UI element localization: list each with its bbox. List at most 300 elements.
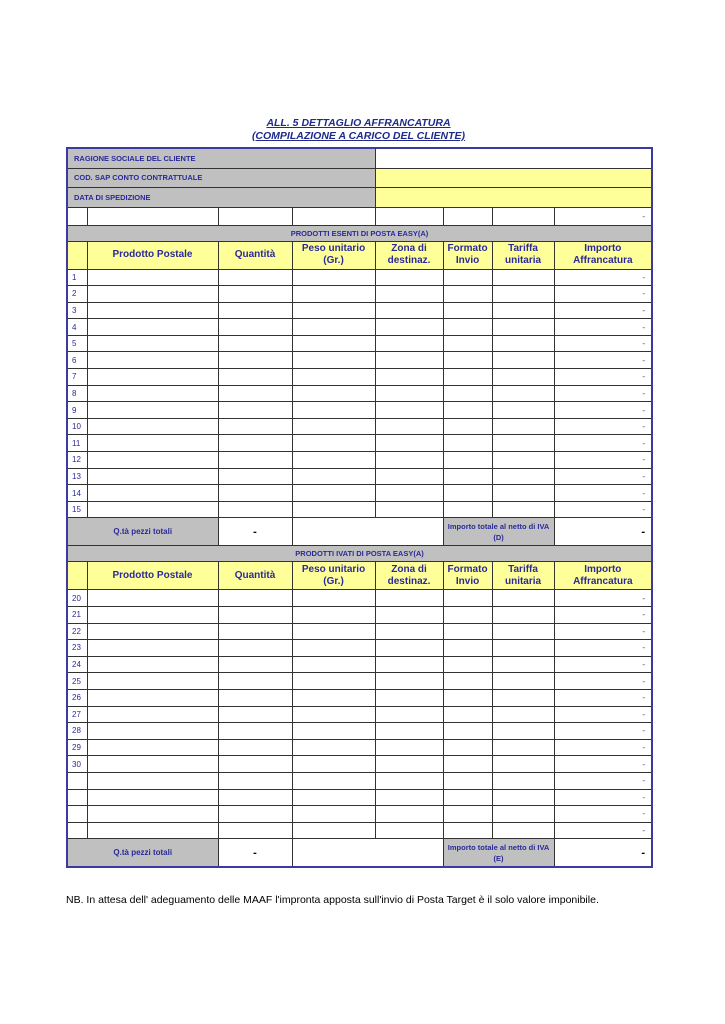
col-tariffa-header: Tariffa unitaria: [492, 241, 554, 269]
input-cell[interactable]: [375, 756, 443, 773]
input-cell[interactable]: [443, 369, 492, 386]
table-row: [67, 468, 652, 485]
importo-cell: -: [554, 501, 652, 518]
input-cell[interactable]: [292, 673, 375, 690]
table-row: [67, 689, 652, 706]
column-header-row: [67, 241, 652, 269]
input-cell[interactable]: [292, 756, 375, 773]
importo-cell: -: [554, 789, 652, 806]
table-row: [67, 640, 652, 657]
total-pieces-value: -: [218, 839, 292, 867]
input-cell[interactable]: [443, 789, 492, 806]
input-cell[interactable]: [375, 319, 443, 336]
input-cell[interactable]: [218, 485, 292, 502]
totals-row: [67, 839, 652, 867]
header-field-input[interactable]: [375, 168, 652, 188]
input-cell[interactable]: [87, 789, 218, 806]
input-cell[interactable]: [87, 772, 218, 789]
total-pieces-value: -: [218, 518, 292, 546]
table-row: [67, 385, 652, 402]
input-cell[interactable]: [443, 418, 492, 435]
input-cell[interactable]: [492, 269, 554, 286]
row-number: 13: [67, 468, 87, 485]
input-cell[interactable]: [492, 590, 554, 607]
input-cell[interactable]: [375, 689, 443, 706]
input-cell[interactable]: [292, 822, 375, 839]
empty-cell[interactable]: [292, 207, 375, 225]
col-formato-header: Formato Invio: [443, 562, 492, 590]
col-prodotto-header: Prodotto Postale: [87, 562, 218, 590]
importo-cell: -: [554, 468, 652, 485]
input-cell[interactable]: [492, 623, 554, 640]
input-cell[interactable]: [375, 385, 443, 402]
input-cell[interactable]: [87, 689, 218, 706]
col-peso-header: Peso unitario (Gr.): [292, 562, 375, 590]
importo-cell: -: [554, 369, 652, 386]
input-cell[interactable]: [443, 402, 492, 419]
input-cell[interactable]: [375, 352, 443, 369]
input-cell[interactable]: [443, 435, 492, 452]
row-number: 21: [67, 607, 87, 624]
row-number: 10: [67, 418, 87, 435]
col-zona-header: Zona di destinaz.: [375, 241, 443, 269]
input-cell[interactable]: [492, 435, 554, 452]
importo-cell: -: [554, 656, 652, 673]
col-formato-header: Formato Invio: [443, 241, 492, 269]
input-cell[interactable]: [218, 335, 292, 352]
input-cell[interactable]: [443, 352, 492, 369]
input-cell[interactable]: [218, 706, 292, 723]
input-cell[interactable]: [218, 369, 292, 386]
input-cell[interactable]: [375, 302, 443, 319]
empty-cell[interactable]: [87, 207, 218, 225]
importo-cell: -: [554, 385, 652, 402]
input-cell[interactable]: [292, 352, 375, 369]
row-number: 27: [67, 706, 87, 723]
importo-cell: -: [554, 269, 652, 286]
input-cell[interactable]: [375, 435, 443, 452]
empty-cell: [292, 518, 443, 546]
importo-cell: -: [554, 772, 652, 789]
table-row: [67, 673, 652, 690]
input-cell[interactable]: [87, 402, 218, 419]
table-row: [67, 706, 652, 723]
row-number: [67, 822, 87, 839]
input-cell[interactable]: [87, 640, 218, 657]
input-cell[interactable]: [87, 418, 218, 435]
row-number: 22: [67, 623, 87, 640]
header-field-input[interactable]: [375, 188, 652, 208]
input-cell[interactable]: [443, 385, 492, 402]
col-quantita-header: Quantità: [218, 241, 292, 269]
col-importo-header: Importo Affrancatura: [554, 241, 652, 269]
input-cell[interactable]: [87, 623, 218, 640]
input-cell[interactable]: [292, 640, 375, 657]
importo-cell: -: [554, 723, 652, 740]
input-cell[interactable]: [492, 739, 554, 756]
header-field-label: DATA DI SPEDIZIONE: [67, 188, 375, 208]
input-cell[interactable]: [218, 402, 292, 419]
input-cell[interactable]: [292, 269, 375, 286]
input-cell[interactable]: [492, 452, 554, 469]
input-cell[interactable]: [443, 590, 492, 607]
row-number: 28: [67, 723, 87, 740]
input-cell[interactable]: [218, 269, 292, 286]
col-index-header: [67, 241, 87, 269]
input-cell[interactable]: [218, 607, 292, 624]
input-cell[interactable]: [218, 590, 292, 607]
row-number: 12: [67, 452, 87, 469]
input-cell[interactable]: [375, 468, 443, 485]
input-cell[interactable]: [87, 452, 218, 469]
input-cell[interactable]: [492, 335, 554, 352]
input-cell[interactable]: [492, 706, 554, 723]
affrancatura-table: [66, 147, 653, 868]
input-cell[interactable]: [218, 689, 292, 706]
table-row: [67, 739, 652, 756]
input-cell[interactable]: [87, 468, 218, 485]
input-cell[interactable]: [218, 772, 292, 789]
input-cell[interactable]: [375, 789, 443, 806]
table-row: [67, 607, 652, 624]
input-cell[interactable]: [87, 822, 218, 839]
importo-cell: -: [554, 590, 652, 607]
importo-totale-value: -: [554, 839, 652, 867]
input-cell[interactable]: [375, 723, 443, 740]
input-cell[interactable]: [492, 369, 554, 386]
input-cell[interactable]: [292, 335, 375, 352]
input-cell[interactable]: [492, 772, 554, 789]
table-row: [67, 623, 652, 640]
input-cell[interactable]: [443, 302, 492, 319]
input-cell[interactable]: [87, 607, 218, 624]
input-cell[interactable]: [292, 452, 375, 469]
empty-cell[interactable]: [492, 207, 554, 225]
input-cell[interactable]: [443, 452, 492, 469]
table-row: [67, 501, 652, 518]
input-cell[interactable]: [87, 590, 218, 607]
input-cell[interactable]: [218, 822, 292, 839]
input-cell[interactable]: [87, 319, 218, 336]
input-cell[interactable]: [443, 772, 492, 789]
input-cell[interactable]: [443, 806, 492, 823]
footer-note: NB. In attesa dell' adeguamento delle MAAF l'impronta apposta sull'invio di Posta Target è il solo valore imponibile.: [66, 894, 599, 906]
row-number: 14: [67, 485, 87, 502]
row-number: [67, 806, 87, 823]
table-row: [67, 302, 652, 319]
empty-cell[interactable]: [443, 207, 492, 225]
input-cell[interactable]: [87, 739, 218, 756]
input-cell[interactable]: [492, 640, 554, 657]
input-cell[interactable]: [375, 806, 443, 823]
input-cell[interactable]: [443, 335, 492, 352]
input-cell[interactable]: [492, 319, 554, 336]
input-cell[interactable]: [87, 656, 218, 673]
input-cell[interactable]: [292, 418, 375, 435]
input-cell[interactable]: [87, 369, 218, 386]
section-title: PRODOTTI ESENTI DI POSTA EASY(A): [67, 225, 652, 241]
importo-cell: -: [554, 673, 652, 690]
table-row: [67, 789, 652, 806]
importo-cell: -: [554, 822, 652, 839]
input-cell[interactable]: [492, 302, 554, 319]
input-cell[interactable]: [443, 756, 492, 773]
row-number: 2: [67, 286, 87, 303]
input-cell[interactable]: [492, 673, 554, 690]
input-cell[interactable]: [87, 673, 218, 690]
input-cell[interactable]: [218, 435, 292, 452]
input-cell[interactable]: [492, 756, 554, 773]
table-row: [67, 772, 652, 789]
input-cell[interactable]: [218, 286, 292, 303]
section-title-row: [67, 225, 652, 241]
importo-cell: -: [554, 402, 652, 419]
table-row: [67, 319, 652, 336]
input-cell[interactable]: [492, 385, 554, 402]
input-cell[interactable]: [218, 623, 292, 640]
input-cell[interactable]: [443, 319, 492, 336]
col-index-header: [67, 562, 87, 590]
input-cell[interactable]: [375, 772, 443, 789]
row-number: 24: [67, 656, 87, 673]
input-cell[interactable]: [375, 590, 443, 607]
input-cell[interactable]: [87, 806, 218, 823]
blank-row: [67, 207, 652, 225]
input-cell[interactable]: [375, 623, 443, 640]
input-cell[interactable]: [375, 656, 443, 673]
header-field-label: RAGIONE SOCIALE DEL CLIENTE: [67, 148, 375, 168]
row-number: 15: [67, 501, 87, 518]
input-cell[interactable]: [292, 623, 375, 640]
row-number: 5: [67, 335, 87, 352]
table-row: [67, 286, 652, 303]
input-cell[interactable]: [87, 756, 218, 773]
input-cell[interactable]: [443, 269, 492, 286]
input-cell[interactable]: [375, 402, 443, 419]
col-quantita-header: Quantità: [218, 562, 292, 590]
importo-cell: -: [554, 607, 652, 624]
input-cell[interactable]: [375, 501, 443, 518]
input-cell[interactable]: [87, 352, 218, 369]
form-title: ALL. 5 DETTAGLIO AFFRANCATURA: [266, 117, 451, 129]
totals-row: [67, 518, 652, 546]
input-cell[interactable]: [375, 452, 443, 469]
input-cell[interactable]: [492, 501, 554, 518]
input-cell[interactable]: [375, 822, 443, 839]
input-cell[interactable]: [292, 485, 375, 502]
row-number: 6: [67, 352, 87, 369]
input-cell[interactable]: [87, 269, 218, 286]
input-cell[interactable]: [443, 286, 492, 303]
importo-totale-label: Importo totale al netto di IVA (E): [443, 839, 554, 867]
input-cell[interactable]: [87, 723, 218, 740]
input-cell[interactable]: [492, 286, 554, 303]
input-cell[interactable]: [87, 485, 218, 502]
row-number: 26: [67, 689, 87, 706]
input-cell[interactable]: [218, 352, 292, 369]
input-cell[interactable]: [292, 319, 375, 336]
input-cell[interactable]: [87, 435, 218, 452]
input-cell[interactable]: [443, 723, 492, 740]
input-cell[interactable]: [375, 269, 443, 286]
row-number: 11: [67, 435, 87, 452]
table-row: [67, 352, 652, 369]
input-cell[interactable]: [443, 501, 492, 518]
input-cell[interactable]: [292, 689, 375, 706]
input-cell[interactable]: [218, 640, 292, 657]
input-cell[interactable]: [492, 402, 554, 419]
input-cell[interactable]: [218, 739, 292, 756]
input-cell[interactable]: [292, 772, 375, 789]
input-cell[interactable]: [218, 452, 292, 469]
importo-cell: -: [554, 623, 652, 640]
input-cell[interactable]: [292, 607, 375, 624]
input-cell[interactable]: [492, 418, 554, 435]
input-cell[interactable]: [492, 607, 554, 624]
table-row: [67, 435, 652, 452]
input-cell[interactable]: [218, 656, 292, 673]
input-cell[interactable]: [292, 385, 375, 402]
input-cell[interactable]: [375, 640, 443, 657]
input-cell[interactable]: [492, 789, 554, 806]
column-header-row: [67, 562, 652, 590]
empty-cell[interactable]: [375, 207, 443, 225]
input-cell[interactable]: [292, 286, 375, 303]
input-cell[interactable]: [292, 302, 375, 319]
input-cell[interactable]: [292, 402, 375, 419]
input-cell[interactable]: [292, 501, 375, 518]
input-cell[interactable]: [87, 706, 218, 723]
importo-cell: -: [554, 640, 652, 657]
importo-cell: -: [554, 756, 652, 773]
input-cell[interactable]: [492, 822, 554, 839]
importo-cell: -: [554, 452, 652, 469]
input-cell[interactable]: [443, 706, 492, 723]
importo-cell: -: [554, 706, 652, 723]
table-row: [67, 402, 652, 419]
input-cell[interactable]: [443, 673, 492, 690]
input-cell[interactable]: [218, 756, 292, 773]
input-cell[interactable]: [375, 335, 443, 352]
importo-cell: -: [554, 207, 652, 225]
row-number: 20: [67, 590, 87, 607]
input-cell[interactable]: [375, 739, 443, 756]
input-cell[interactable]: [375, 706, 443, 723]
input-cell[interactable]: [87, 286, 218, 303]
input-cell[interactable]: [492, 468, 554, 485]
input-cell[interactable]: [87, 501, 218, 518]
input-cell[interactable]: [375, 607, 443, 624]
input-cell[interactable]: [443, 822, 492, 839]
table-row: [67, 822, 652, 839]
row-number: [67, 772, 87, 789]
input-cell[interactable]: [492, 485, 554, 502]
importo-totale-label: Importo totale al netto di IVA (D): [443, 518, 554, 546]
input-cell[interactable]: [443, 739, 492, 756]
importo-cell: -: [554, 418, 652, 435]
col-tariffa-header: Tariffa unitaria: [492, 562, 554, 590]
input-cell[interactable]: [375, 286, 443, 303]
input-cell[interactable]: [292, 590, 375, 607]
table-row: [67, 335, 652, 352]
input-cell[interactable]: [443, 623, 492, 640]
row-number: 7: [67, 369, 87, 386]
header-field-input[interactable]: [375, 148, 652, 168]
input-cell[interactable]: [218, 385, 292, 402]
input-cell[interactable]: [87, 335, 218, 352]
row-number: 4: [67, 319, 87, 336]
input-cell[interactable]: [218, 319, 292, 336]
header-field-row: [67, 148, 652, 168]
input-cell[interactable]: [375, 485, 443, 502]
input-cell[interactable]: [292, 706, 375, 723]
input-cell[interactable]: [87, 385, 218, 402]
input-cell[interactable]: [292, 468, 375, 485]
empty-cell[interactable]: [218, 207, 292, 225]
input-cell[interactable]: [292, 435, 375, 452]
table-row: [67, 590, 652, 607]
input-cell[interactable]: [218, 501, 292, 518]
form-subtitle: (COMPILAZIONE A CARICO DEL CLIENTE): [251, 130, 466, 142]
row-number: 29: [67, 739, 87, 756]
table-row: [67, 656, 652, 673]
input-cell[interactable]: [218, 806, 292, 823]
row-number: 3: [67, 302, 87, 319]
importo-cell: -: [554, 739, 652, 756]
table-row: [67, 756, 652, 773]
input-cell[interactable]: [443, 485, 492, 502]
row-number: 30: [67, 756, 87, 773]
input-cell[interactable]: [218, 418, 292, 435]
input-cell[interactable]: [443, 468, 492, 485]
input-cell[interactable]: [443, 607, 492, 624]
input-cell[interactable]: [218, 673, 292, 690]
input-cell[interactable]: [492, 723, 554, 740]
input-cell[interactable]: [218, 789, 292, 806]
input-cell[interactable]: [443, 689, 492, 706]
input-cell[interactable]: [292, 789, 375, 806]
input-cell[interactable]: [218, 468, 292, 485]
empty-cell[interactable]: [67, 207, 87, 225]
input-cell[interactable]: [375, 418, 443, 435]
col-prodotto-header: Prodotto Postale: [87, 241, 218, 269]
input-cell[interactable]: [375, 369, 443, 386]
input-cell[interactable]: [292, 723, 375, 740]
importo-cell: -: [554, 689, 652, 706]
input-cell[interactable]: [443, 656, 492, 673]
input-cell[interactable]: [492, 689, 554, 706]
importo-cell: -: [554, 435, 652, 452]
total-pieces-label: Q.tà pezzi totali: [67, 518, 218, 546]
row-number: 23: [67, 640, 87, 657]
input-cell[interactable]: [375, 673, 443, 690]
input-cell[interactable]: [492, 656, 554, 673]
input-cell[interactable]: [292, 739, 375, 756]
input-cell[interactable]: [87, 302, 218, 319]
input-cell[interactable]: [292, 656, 375, 673]
header-field-row: [67, 188, 652, 208]
input-cell[interactable]: [292, 369, 375, 386]
row-number: 9: [67, 402, 87, 419]
input-cell[interactable]: [492, 806, 554, 823]
input-cell[interactable]: [218, 723, 292, 740]
input-cell[interactable]: [443, 640, 492, 657]
section-title: PRODOTTI IVATI DI POSTA EASY(A): [67, 546, 652, 562]
input-cell[interactable]: [218, 302, 292, 319]
input-cell[interactable]: [492, 352, 554, 369]
importo-totale-value: -: [554, 518, 652, 546]
input-cell[interactable]: [292, 806, 375, 823]
